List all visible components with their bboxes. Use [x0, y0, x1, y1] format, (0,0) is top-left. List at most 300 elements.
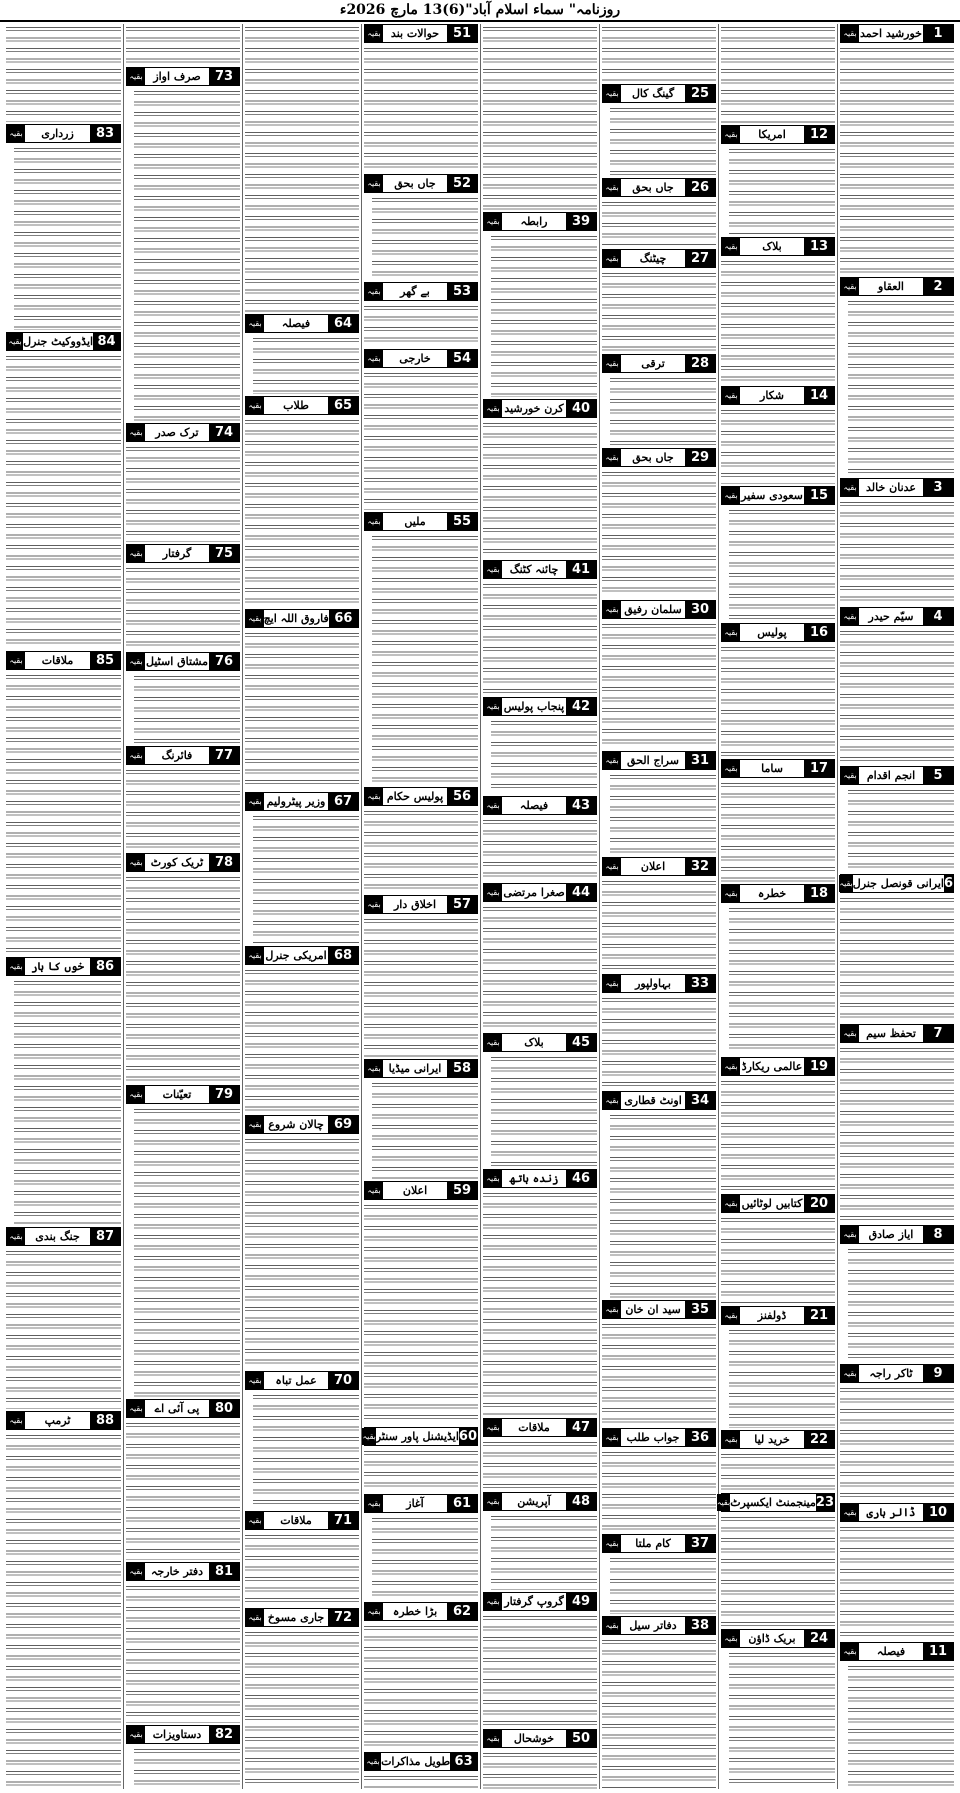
story-header [126, 544, 240, 563]
story-block [6, 124, 121, 331]
story-number: 83 [90, 125, 120, 142]
story-tag: بقیہ [484, 698, 502, 715]
story-header [126, 1399, 240, 1418]
story-tag: بقیہ [246, 315, 264, 332]
story-header [126, 746, 240, 765]
story-number: 44 [566, 884, 596, 901]
masthead [0, 0, 960, 22]
story-title: پنجاب پولیس [503, 699, 565, 713]
story-title: سعودی سفیر [741, 488, 803, 502]
story-title: ملاقات [518, 1420, 550, 1434]
story-title: کام ملتا [635, 1536, 671, 1550]
story-block [245, 1115, 359, 1368]
story-body-text [483, 24, 597, 210]
story-number: 9 [923, 1365, 953, 1382]
story-tag: بقیہ [365, 1060, 383, 1077]
story-body-text [721, 1327, 835, 1428]
story-body-text [364, 1202, 478, 1426]
story-title: ڈالر ہاری [866, 1505, 916, 1519]
story-title: زندہ ہاتھ [509, 1172, 559, 1186]
story-block [245, 609, 359, 790]
story-number: 34 [685, 1092, 715, 1109]
story-number: 14 [804, 387, 834, 404]
story-title: بریک ڈاؤن [748, 1632, 796, 1646]
story-tag: بقیہ [246, 1512, 264, 1529]
story-number: 56 [447, 788, 477, 805]
story-block [483, 1033, 597, 1168]
story-title: وزیر پیٹرولیم [266, 794, 326, 808]
story-continuation [245, 24, 359, 312]
story-header [364, 1494, 478, 1513]
story-title: جاں بحق [394, 176, 436, 190]
story-title: خورشید احمد [860, 27, 922, 40]
story-number: 64 [328, 315, 358, 332]
story-header [602, 1091, 716, 1110]
story-tag: بقیہ [246, 610, 264, 627]
story-tag: بقیہ [841, 1643, 859, 1660]
story-body-text [364, 45, 478, 172]
story-header [245, 1511, 359, 1530]
story-number: 46 [566, 1170, 596, 1187]
story-block [483, 560, 597, 695]
story-body-text [483, 1054, 597, 1168]
story-tag: بقیہ [246, 947, 264, 964]
story-tag: بقیہ [365, 513, 383, 530]
story-title: پولیس [757, 625, 787, 639]
story-title: ٹرمپ [44, 1414, 71, 1428]
story-block [483, 1169, 597, 1415]
story-body-text [126, 1746, 240, 1789]
story-tag: بقیہ [717, 1494, 730, 1511]
story-title: ایرانی میڈیا [388, 1061, 442, 1075]
story-header [721, 486, 835, 505]
story-block [716, 1493, 835, 1628]
story-block [126, 1562, 240, 1723]
story-block [721, 1057, 835, 1192]
story-body-text [126, 1583, 240, 1723]
story-tag: بقیہ [362, 1428, 375, 1445]
story-title: ملیں [404, 515, 426, 529]
story-tag: بقیہ [484, 213, 502, 230]
story-title: ٹاکر راجہ [869, 1366, 913, 1380]
story-body-text [364, 195, 478, 280]
story-tag: بقیہ [722, 487, 740, 504]
story-number: 71 [328, 1512, 358, 1529]
story-body-text [602, 105, 716, 176]
story-tag: بقیہ [246, 1609, 264, 1626]
story-body-text [6, 672, 121, 955]
story-title: بلاک [762, 240, 782, 254]
story-header [126, 652, 240, 671]
story-number: 48 [566, 1493, 596, 1510]
story-number: 21 [804, 1307, 834, 1324]
story-block [483, 1492, 597, 1589]
story-title: ایاز صادق [868, 1227, 914, 1241]
story-tag: بقیہ [603, 1617, 621, 1634]
story-title: تعیّنات [162, 1087, 192, 1101]
story-body-text [6, 978, 121, 1225]
story-title: جاں بحق [632, 180, 674, 194]
story-title: شکار [760, 389, 784, 403]
story-body-text [602, 270, 716, 353]
story-tag: بقیہ [603, 1301, 621, 1318]
story-tag: بقیہ [7, 1412, 25, 1429]
story-number: 35 [685, 1301, 715, 1318]
story-body-text [840, 628, 954, 765]
story-body-text [6, 145, 121, 331]
story-title: آغاز [406, 1497, 424, 1511]
story-title: اعلان [402, 1183, 428, 1197]
story-body-text [840, 895, 954, 1021]
story-header [602, 751, 716, 770]
story-number: 11 [923, 1643, 953, 1660]
story-title: ایرانی قونصل جنرل [852, 877, 944, 891]
story-title: جنگ بندی [35, 1230, 80, 1244]
story-tag: بقیہ [7, 333, 23, 350]
story-number: 59 [447, 1182, 477, 1199]
story-number: 73 [209, 68, 239, 85]
story-number: 23 [815, 1494, 834, 1510]
story-block [126, 1399, 240, 1560]
story-header [602, 84, 716, 103]
story-block [721, 1629, 835, 1789]
story-number: 80 [209, 1400, 239, 1417]
story-title: اعلان [640, 859, 666, 873]
story-number: 15 [804, 487, 834, 504]
story-tag: بقیہ [722, 238, 740, 255]
story-tag: بقیہ [127, 653, 145, 670]
story-tag: بقیہ [603, 179, 621, 196]
story-body-text [126, 1420, 240, 1560]
story-number: 57 [447, 896, 477, 913]
story-number: 26 [685, 179, 715, 196]
story-title: دستاویزات [152, 1727, 202, 1741]
story-body-text [840, 1663, 954, 1789]
story-block [364, 174, 478, 280]
story-body-text [602, 621, 716, 750]
story-block [483, 883, 597, 1030]
story-number: 82 [209, 1726, 239, 1743]
story-block [840, 1642, 954, 1789]
story-number: 6 [943, 876, 953, 892]
story-body-text [364, 808, 478, 893]
story-header [126, 1085, 240, 1104]
story-body-text [245, 24, 359, 312]
story-body-text [6, 24, 121, 122]
story-title: امریکا [758, 128, 786, 142]
story-header [602, 249, 716, 268]
story-number: 29 [685, 449, 715, 466]
story-title: ملاقات [280, 1513, 312, 1527]
story-number: 77 [209, 747, 239, 764]
story-title: رابطہ [520, 215, 548, 229]
story-title: گرفتار [162, 547, 192, 561]
story-header [602, 354, 716, 373]
story-block [364, 787, 478, 893]
story-number: 20 [804, 1195, 834, 1212]
story-tag: بقیہ [365, 1603, 383, 1620]
story-body-text [602, 469, 716, 598]
story-tag: بقیہ [603, 250, 621, 267]
story-block [126, 67, 240, 421]
story-tag: بقیہ [7, 125, 25, 142]
story-block [602, 178, 716, 247]
story-tag: بقیہ [484, 1419, 502, 1436]
story-body-text [126, 565, 240, 650]
story-body-text [721, 24, 835, 123]
story-body-text [245, 630, 359, 790]
story-title: زرداری [41, 126, 74, 140]
story-tag: بقیہ [722, 1630, 740, 1647]
story-body-text [483, 1439, 597, 1491]
story-number: 37 [685, 1535, 715, 1552]
story-title: بلاک [524, 1035, 544, 1049]
story-number: 22 [804, 1431, 834, 1448]
story-body-text [721, 258, 835, 384]
story-body-text [721, 1078, 835, 1192]
story-title: سید ان خان [625, 1302, 681, 1316]
story-continuation [602, 24, 716, 82]
story-block [483, 697, 597, 794]
story-block [364, 1059, 478, 1179]
story-block [840, 1024, 954, 1223]
story-block [602, 857, 716, 972]
story-tag: بقیہ [722, 1195, 740, 1212]
story-tag: بقیہ [841, 767, 859, 784]
story-block [483, 1592, 597, 1727]
story-tag: بقیہ [127, 1400, 145, 1417]
story-header [483, 1592, 597, 1611]
story-title: خارجی [399, 351, 431, 365]
story-block [602, 600, 716, 750]
story-header [364, 787, 478, 806]
story-tag: بقیہ [722, 126, 740, 143]
story-header [364, 282, 478, 301]
page-column [480, 24, 599, 1789]
story-body-text [721, 407, 835, 483]
story-tag: بقیہ [841, 479, 859, 496]
story-header [840, 607, 954, 626]
story-tag: بقیہ [484, 1493, 502, 1510]
story-number: 33 [685, 975, 715, 992]
story-body-text [6, 353, 121, 649]
story-title: ملاقات [41, 654, 74, 668]
story-header [840, 478, 954, 497]
story-body-text [602, 1449, 716, 1532]
story-number: 1 [923, 25, 953, 42]
story-tag: بقیہ [841, 608, 859, 625]
story-title: چائنہ کٹنگ [509, 563, 559, 577]
story-number: 2 [923, 278, 953, 295]
story-block [483, 796, 597, 881]
story-block [602, 974, 716, 1089]
story-block [126, 1085, 240, 1397]
story-title: پی آئی اے [154, 1402, 200, 1416]
story-block [840, 478, 954, 605]
story-header [483, 1033, 597, 1052]
story-block [602, 249, 716, 353]
story-tag: بقیہ [365, 1753, 381, 1770]
story-body-text [840, 298, 954, 476]
story-block [602, 1300, 716, 1427]
story-body-text [721, 507, 835, 621]
story-body-text [840, 1045, 954, 1223]
story-header [364, 512, 478, 531]
story-header [245, 314, 359, 333]
story-tag: بقیہ [127, 1726, 145, 1743]
story-title: ترقی [641, 357, 665, 371]
story-title: انجم اقدام [866, 769, 916, 783]
story-title: چالان شروع [268, 1118, 324, 1132]
story-block [6, 1411, 121, 1789]
story-title: پولیس حکام [386, 789, 444, 803]
story-header [245, 609, 359, 628]
story-title: فیصلہ [876, 1644, 906, 1658]
story-block [126, 853, 240, 1083]
story-body-text [602, 1321, 716, 1427]
story-title: خوں کا ہار [31, 960, 84, 974]
story-title: آپریشن [517, 1495, 551, 1509]
story-tag: بقیہ [603, 858, 621, 875]
story-title: فاروق اللہ ایچ [263, 611, 329, 625]
story-header [483, 212, 597, 231]
story-block [126, 746, 240, 852]
story-tag: بقیہ [841, 278, 859, 295]
story-header [364, 1427, 478, 1446]
story-number: 17 [804, 760, 834, 777]
story-number: 81 [209, 1563, 239, 1580]
story-number: 42 [566, 698, 596, 715]
story-header [840, 1225, 954, 1244]
story-title: چیٹنگ [639, 251, 667, 265]
story-body-text [245, 967, 359, 1113]
story-header [602, 448, 716, 467]
story-title: ترک صدر [155, 425, 199, 439]
story-block [6, 957, 121, 1225]
story-block [245, 396, 359, 606]
story-block [721, 237, 835, 384]
story-header [245, 1371, 359, 1390]
story-body-text [721, 146, 835, 235]
story-title: مشتاق اسٹیل [146, 654, 208, 668]
story-number: 47 [566, 1419, 596, 1436]
page-column [837, 24, 956, 1789]
story-body-text [602, 375, 716, 446]
story-tag: بقیہ [7, 958, 25, 975]
story-tag: بقیہ [841, 1504, 859, 1521]
story-number: 36 [685, 1429, 715, 1446]
story-tag: بقیہ [365, 25, 383, 42]
story-header [721, 125, 835, 144]
story-header [364, 895, 478, 914]
story-header [721, 386, 835, 405]
story-title: خرید لیا [754, 1433, 790, 1447]
story-header [126, 67, 240, 86]
story-number: 5 [923, 767, 953, 784]
story-number: 18 [804, 885, 834, 902]
story-body-text [840, 45, 954, 275]
story-tag: بقیہ [603, 449, 621, 466]
story-title: جواب طلب [626, 1431, 680, 1445]
story-body-text [602, 1112, 716, 1298]
story-header [483, 697, 597, 716]
story-header [483, 1418, 597, 1437]
story-block [840, 1225, 954, 1362]
story-body-text [245, 1392, 359, 1509]
story-title: سیّم حیدر [868, 609, 914, 623]
story-body-text [483, 420, 597, 559]
story-header [483, 1169, 597, 1188]
story-tag: بقیہ [603, 355, 621, 372]
story-number: 7 [923, 1025, 953, 1042]
story-body-text [602, 1637, 716, 1789]
story-number: 13 [804, 238, 834, 255]
story-continuation [6, 24, 121, 122]
story-body-text [245, 417, 359, 606]
story-block [840, 874, 954, 1021]
story-block [721, 884, 835, 1056]
masthead-text: روزنامہ" سماء اسلام آباد"(6)13 مارچ 2026ء [339, 2, 621, 18]
story-header [721, 623, 835, 642]
story-title: کرن خورشید [504, 401, 564, 415]
story-title: گروپ گرفتار [504, 1594, 564, 1608]
story-block [126, 1725, 240, 1789]
story-header [840, 1642, 954, 1661]
story-tag: بقیہ [365, 175, 383, 192]
story-block [245, 1371, 359, 1509]
story-header [721, 237, 835, 256]
story-block [483, 212, 597, 396]
story-number: 30 [685, 601, 715, 618]
story-title: ایڈیشنل پاور سنٹر [375, 1430, 459, 1444]
story-continuation [721, 24, 835, 123]
story-block [840, 607, 954, 765]
page-column [242, 24, 361, 1789]
story-body-text [721, 905, 835, 1056]
story-block [364, 1602, 478, 1750]
story-header [840, 24, 954, 43]
story-tag: بقیہ [484, 1730, 502, 1747]
story-tag: بقیہ [365, 1495, 383, 1512]
story-body-text [483, 1190, 597, 1415]
story-header [483, 1729, 597, 1748]
story-body-text [126, 767, 240, 852]
story-block [245, 946, 359, 1113]
story-block [721, 1194, 835, 1304]
story-number: 28 [685, 355, 715, 372]
story-tag: بقیہ [603, 1535, 621, 1552]
story-body-text [6, 1248, 121, 1409]
story-header [364, 1752, 478, 1771]
story-number: 12 [804, 126, 834, 143]
story-number: 27 [685, 250, 715, 267]
story-title: عمل تباہ [275, 1373, 317, 1387]
story-tag: بقیہ [841, 1365, 859, 1382]
story-block [483, 1418, 597, 1491]
story-header [840, 1503, 954, 1522]
story-body-text [721, 780, 835, 881]
story-block [6, 1227, 121, 1409]
story-number: 61 [447, 1495, 477, 1512]
story-tag: بقیہ [484, 1170, 502, 1187]
story-tag: بقیہ [484, 797, 502, 814]
story-title: ڈولفنز [757, 1309, 787, 1323]
story-title: سلمان رفیق [624, 602, 682, 616]
story-header [602, 1300, 716, 1319]
story-body-text [126, 444, 240, 542]
story-body-text [602, 995, 716, 1089]
story-block [245, 1511, 359, 1606]
